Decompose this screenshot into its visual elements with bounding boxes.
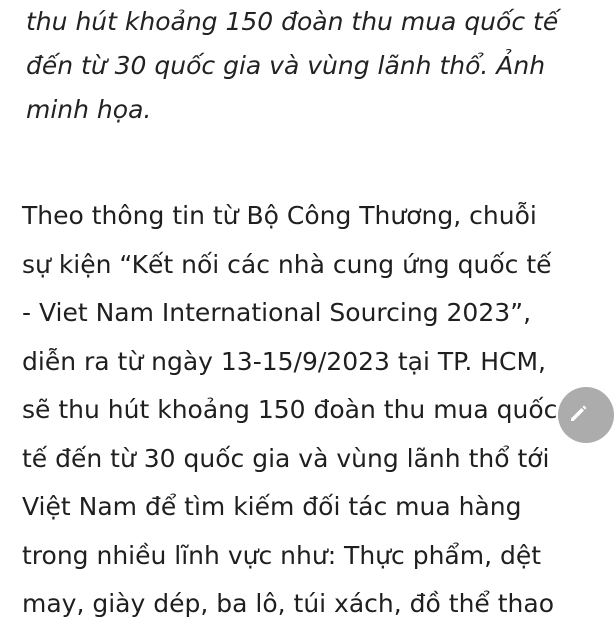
pencil-icon <box>581 401 591 429</box>
caption-line: thu hút khoảng 150 đoàn thu mua quốc tế <box>26 7 559 36</box>
caption-line: minh họa. <box>26 95 152 124</box>
body-line: - Viet Nam International Sourcing 2023”, <box>22 298 532 327</box>
body-line: sẽ thu hút khoảng 150 đoàn thu mua quốc <box>22 395 558 424</box>
article-body <box>22 192 597 629</box>
body-line: may, giày dép, ba lô, túi xách, đồ thể thao <box>22 589 555 618</box>
body-line: sự kiện “Kết nối các nhà cung ứng quốc tế <box>22 249 552 279</box>
body-line: Việt Nam để tìm kiếm đối tác mua hàng <box>22 492 522 521</box>
body-line: Theo thông tin từ Bộ Công Thương, chuỗi <box>22 201 537 230</box>
caption-line: đến từ 30 quốc gia và vùng lãnh thổ. Ảnh <box>26 51 546 80</box>
edit-button[interactable] <box>558 387 614 443</box>
body-line: tế đến từ 30 quốc gia và vùng lãnh thổ tới <box>22 443 550 473</box>
image-caption <box>26 0 586 132</box>
body-line: diễn ra từ ngày 13-15/9/2023 tại TP. HCM, <box>22 346 546 376</box>
body-line: trong nhiều lĩnh vực như: Thực phẩm, dệt <box>22 540 542 570</box>
